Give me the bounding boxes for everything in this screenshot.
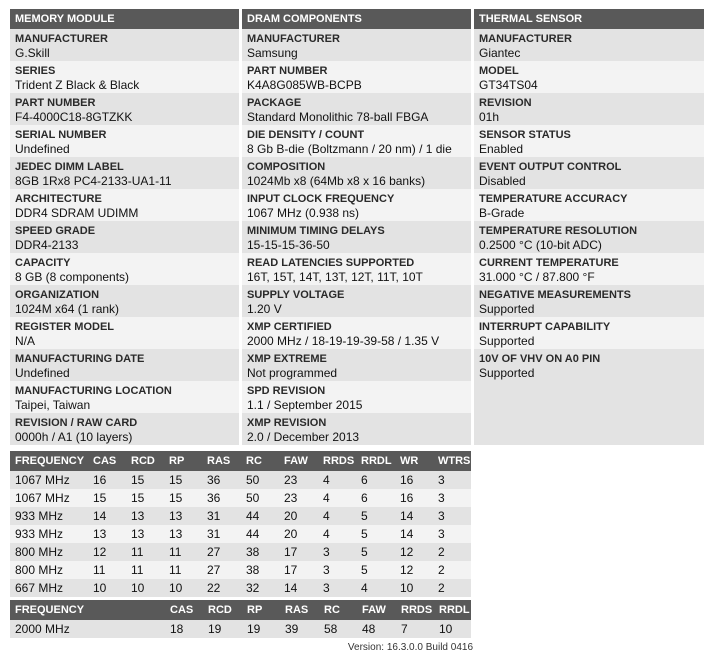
table-cell: 800 MHz xyxy=(10,561,88,579)
field-value: 1024Mb x8 (64Mb x8 x 16 banks) xyxy=(247,174,426,188)
table-cell: 15 xyxy=(164,471,202,489)
table-cell: 13 xyxy=(126,507,164,525)
column-header: WR xyxy=(395,451,433,471)
field-label: COMPOSITION xyxy=(247,161,326,173)
field-label: XMP REVISION xyxy=(247,417,327,429)
field-value: 8 Gb B-die (Boltzmann / 20 nm) / 1 die xyxy=(247,142,452,156)
column-header: RRDL xyxy=(434,600,471,620)
table-cell: 19 xyxy=(203,620,242,638)
table-cell: 3 xyxy=(433,507,471,525)
field-serial-number xyxy=(10,125,239,157)
table-cell: 14 xyxy=(88,507,126,525)
field-value: 1067 MHz (0.938 ns) xyxy=(247,206,360,220)
field-label: EVENT OUTPUT CONTROL xyxy=(479,161,622,173)
empty-cell xyxy=(474,413,704,445)
table-cell: 3 xyxy=(318,543,356,561)
field-label: INPUT CLOCK FREQUENCY xyxy=(247,193,395,205)
table-cell: 44 xyxy=(241,525,279,543)
table-cell: 16 xyxy=(88,471,126,489)
table-cell: 12 xyxy=(88,543,126,561)
field-manufacturer xyxy=(242,29,471,61)
field-value: Samsung xyxy=(247,46,298,60)
table-cell: 36 xyxy=(202,489,241,507)
table-cell: 36 xyxy=(202,471,241,489)
table-cell: 15 xyxy=(126,471,164,489)
table-cell: 4 xyxy=(356,579,395,597)
table-cell: 4 xyxy=(318,525,356,543)
table-cell: 13 xyxy=(126,525,164,543)
field-value: B-Grade xyxy=(479,206,525,220)
column-header: CAS xyxy=(88,451,126,471)
table-cell: 13 xyxy=(164,507,202,525)
field-revision-raw-card xyxy=(10,413,239,445)
field-value: Standard Monolithic 78-ball FBGA xyxy=(247,110,429,124)
column-header: RC xyxy=(319,600,357,620)
table-cell: 27 xyxy=(202,561,241,579)
field-sensor-status xyxy=(474,125,704,157)
field-supply-voltage xyxy=(242,285,471,317)
table-cell: 3 xyxy=(318,561,356,579)
thermal-sensor-header: THERMAL SENSOR xyxy=(474,9,704,29)
table-row xyxy=(10,579,471,597)
table-cell: 18 xyxy=(165,620,203,638)
table-cell: 2 xyxy=(433,561,471,579)
field-value: 1024M x64 (1 rank) xyxy=(15,302,120,316)
table-cell: 2 xyxy=(433,579,471,597)
field-value: 31.000 °C / 87.800 °F xyxy=(479,270,595,284)
field-value: 16T, 15T, 14T, 13T, 12T, 11T, 10T xyxy=(247,270,423,284)
field-label: DIE DENSITY / COUNT xyxy=(247,129,365,141)
field-part-number xyxy=(10,93,239,125)
field-label: READ LATENCIES SUPPORTED xyxy=(247,257,415,269)
field-value: 01h xyxy=(479,110,500,124)
field-label: JEDEC DIMM LABEL xyxy=(15,161,124,173)
table-cell: 31 xyxy=(202,525,241,543)
dram-components-panel xyxy=(242,9,471,445)
xmp-table-header xyxy=(10,600,471,620)
field-jedec-dimm-label xyxy=(10,157,239,189)
field-model xyxy=(474,61,704,93)
table-cell: 3 xyxy=(433,489,471,507)
table-cell: 44 xyxy=(241,507,279,525)
field-organization xyxy=(10,285,239,317)
table-cell: 50 xyxy=(241,489,279,507)
table-cell: 32 xyxy=(241,579,279,597)
table-cell: 10 xyxy=(126,579,164,597)
column-header: WTRS xyxy=(433,451,471,471)
field-value: 8 GB (8 components) xyxy=(15,270,130,284)
table-cell: 17 xyxy=(279,561,318,579)
column-header: RP xyxy=(242,600,280,620)
table-cell: 14 xyxy=(395,525,433,543)
table-row xyxy=(10,525,471,543)
table-cell: 20 xyxy=(279,507,318,525)
table-cell: 11 xyxy=(126,561,164,579)
table-cell: 19 xyxy=(242,620,280,638)
column-header: RRDS xyxy=(396,600,434,620)
field-temperature-resolution xyxy=(474,221,704,253)
table-cell: 5 xyxy=(356,507,395,525)
table-cell: 58 xyxy=(319,620,357,638)
table-cell: 933 MHz xyxy=(10,507,88,525)
version-label: Version: 16.3.0.0 Build 0416 xyxy=(347,642,473,653)
table-cell: 12 xyxy=(395,561,433,579)
table-cell: 17 xyxy=(279,543,318,561)
table-cell: 3 xyxy=(433,471,471,489)
field-value: 0000h / A1 (10 layers) xyxy=(15,430,133,444)
column-header: FREQUENCY xyxy=(10,600,165,620)
table-cell: 12 xyxy=(395,543,433,561)
field-package xyxy=(242,93,471,125)
table-cell: 15 xyxy=(164,489,202,507)
field-value: 2.0 / December 2013 xyxy=(247,430,360,444)
table-cell: 48 xyxy=(357,620,396,638)
field-manufacturing-location xyxy=(10,381,239,413)
field-value: F4-4000C18-8GTZKK xyxy=(15,110,133,124)
field-label: INTERRUPT CAPABILITY xyxy=(479,321,611,333)
table-row xyxy=(10,507,471,525)
field-label: SPD REVISION xyxy=(247,385,326,397)
field-speed-grade xyxy=(10,221,239,253)
table-cell: 800 MHz xyxy=(10,543,88,561)
field-value: DDR4 SDRAM UDIMM xyxy=(15,206,139,220)
field-read-latencies-supported xyxy=(242,253,471,285)
field-manufacturing-date xyxy=(10,349,239,381)
field-series xyxy=(10,61,239,93)
field-label: XMP CERTIFIED xyxy=(247,321,332,333)
table-cell: 15 xyxy=(88,489,126,507)
field-10v-of-vhv-on-a0-pin xyxy=(474,349,704,381)
xmp-table xyxy=(10,600,471,638)
table-cell: 14 xyxy=(395,507,433,525)
field-value: Undefined xyxy=(15,142,70,156)
column-header: RAS xyxy=(202,451,241,471)
column-header: FAW xyxy=(279,451,318,471)
table-cell: 1067 MHz xyxy=(10,471,88,489)
field-value: Not programmed xyxy=(247,366,338,380)
field-value: Taipei, Taiwan xyxy=(15,398,91,412)
field-current-temperature xyxy=(474,253,704,285)
field-label: TEMPERATURE ACCURACY xyxy=(479,193,628,205)
field-interrupt-capability xyxy=(474,317,704,349)
field-value: Disabled xyxy=(479,174,526,188)
table-cell: 11 xyxy=(164,561,202,579)
table-cell: 15 xyxy=(126,489,164,507)
table-cell: 31 xyxy=(202,507,241,525)
table-cell: 16 xyxy=(395,489,433,507)
column-header: RC xyxy=(241,451,279,471)
field-temperature-accuracy xyxy=(474,189,704,221)
empty-cell xyxy=(474,381,704,413)
column-header: FREQUENCY xyxy=(10,451,88,471)
field-label: SERIES xyxy=(15,65,56,77)
field-minimum-timing-delays xyxy=(242,221,471,253)
table-cell: 23 xyxy=(279,489,318,507)
table-cell: 38 xyxy=(241,561,279,579)
field-value: K4A8G085WB-BCPB xyxy=(247,78,362,92)
field-capacity xyxy=(10,253,239,285)
column-header: RRDL xyxy=(356,451,395,471)
field-part-number xyxy=(242,61,471,93)
column-header: RCD xyxy=(203,600,242,620)
field-value: Undefined xyxy=(15,366,70,380)
table-row xyxy=(10,620,471,638)
table-row xyxy=(10,489,471,507)
field-manufacturer xyxy=(474,29,704,61)
timing-table-header xyxy=(10,451,471,471)
table-cell: 933 MHz xyxy=(10,525,88,543)
field-value: DDR4-2133 xyxy=(15,238,79,252)
field-value: Supported xyxy=(479,366,535,380)
field-label: TEMPERATURE RESOLUTION xyxy=(479,225,638,237)
field-event-output-control xyxy=(474,157,704,189)
table-cell: 5 xyxy=(356,525,395,543)
table-cell: 10 xyxy=(395,579,433,597)
table-cell: 7 xyxy=(396,620,434,638)
field-die-density-count xyxy=(242,125,471,157)
table-cell: 3 xyxy=(318,579,356,597)
field-label: XMP EXTREME xyxy=(247,353,327,365)
column-header: RRDS xyxy=(318,451,356,471)
field-value: 2000 MHz / 18-19-19-39-58 / 1.35 V xyxy=(247,334,440,348)
table-cell: 13 xyxy=(88,525,126,543)
table-cell: 11 xyxy=(126,543,164,561)
field-label: PART NUMBER xyxy=(247,65,328,77)
field-label: NEGATIVE MEASUREMENTS xyxy=(479,289,631,301)
field-value: 1.1 / September 2015 xyxy=(247,398,363,412)
field-label: ORGANIZATION xyxy=(15,289,100,301)
field-input-clock-frequency xyxy=(242,189,471,221)
table-cell: 38 xyxy=(241,543,279,561)
field-label: ARCHITECTURE xyxy=(15,193,102,205)
field-label: SENSOR STATUS xyxy=(479,129,571,141)
field-composition xyxy=(242,157,471,189)
field-revision xyxy=(474,93,704,125)
table-cell: 1067 MHz xyxy=(10,489,88,507)
field-label: MANUFACTURER xyxy=(15,33,108,45)
table-cell: 11 xyxy=(164,543,202,561)
field-xmp-extreme xyxy=(242,349,471,381)
field-label: SUPPLY VOLTAGE xyxy=(247,289,345,301)
field-value: Enabled xyxy=(479,142,524,156)
field-label: SPEED GRADE xyxy=(15,225,96,237)
field-label: PACKAGE xyxy=(247,97,302,109)
table-cell: 50 xyxy=(241,471,279,489)
column-header: RP xyxy=(164,451,202,471)
field-label: MODEL xyxy=(479,65,519,77)
field-xmp-certified xyxy=(242,317,471,349)
table-cell: 6 xyxy=(356,471,395,489)
field-xmp-revision xyxy=(242,413,471,445)
table-cell: 2000 MHz xyxy=(10,620,165,638)
table-cell: 22 xyxy=(202,579,241,597)
table-row xyxy=(10,543,471,561)
table-cell: 13 xyxy=(164,525,202,543)
column-header: FAW xyxy=(357,600,396,620)
table-cell: 10 xyxy=(88,579,126,597)
field-value: GT34TS04 xyxy=(479,78,538,92)
field-label: 10V OF VHV ON A0 PIN xyxy=(479,353,601,365)
field-label: REVISION xyxy=(479,97,532,109)
field-label: SERIAL NUMBER xyxy=(15,129,107,141)
table-cell: 10 xyxy=(164,579,202,597)
table-cell: 2 xyxy=(433,543,471,561)
field-value: 0.2500 °C (10-bit ADC) xyxy=(479,238,602,252)
column-header: RCD xyxy=(126,451,164,471)
field-spd-revision xyxy=(242,381,471,413)
timing-table xyxy=(10,451,471,597)
field-value: 15-15-15-36-50 xyxy=(247,238,330,252)
field-label: CURRENT TEMPERATURE xyxy=(479,257,619,269)
table-row xyxy=(10,561,471,579)
field-label: MANUFACTURER xyxy=(479,33,572,45)
table-cell: 20 xyxy=(279,525,318,543)
table-row xyxy=(10,471,471,489)
table-cell: 27 xyxy=(202,543,241,561)
field-label: PART NUMBER xyxy=(15,97,96,109)
table-cell: 667 MHz xyxy=(10,579,88,597)
field-label: CAPACITY xyxy=(15,257,71,269)
table-cell: 5 xyxy=(356,561,395,579)
memory-module-panel xyxy=(10,9,239,445)
field-value: 8GB 1Rx8 PC4-2133-UA1-11 xyxy=(15,174,172,188)
field-negative-measurements xyxy=(474,285,704,317)
column-header: CAS xyxy=(165,600,203,620)
field-label: MANUFACTURING LOCATION xyxy=(15,385,172,397)
table-cell: 4 xyxy=(318,489,356,507)
table-cell: 16 xyxy=(395,471,433,489)
field-value: G.Skill xyxy=(15,46,50,60)
field-label: REGISTER MODEL xyxy=(15,321,115,333)
field-register-model xyxy=(10,317,239,349)
field-architecture xyxy=(10,189,239,221)
table-cell: 14 xyxy=(279,579,318,597)
field-value: Supported xyxy=(479,334,535,348)
thermal-sensor-panel xyxy=(474,9,704,445)
field-label: MANUFACTURING DATE xyxy=(15,353,145,365)
table-cell: 5 xyxy=(356,543,395,561)
field-value: 1.20 V xyxy=(247,302,282,316)
table-cell: 23 xyxy=(279,471,318,489)
field-manufacturer xyxy=(10,29,239,61)
field-label: REVISION / RAW CARD xyxy=(15,417,138,429)
table-cell: 6 xyxy=(356,489,395,507)
field-value: Giantec xyxy=(479,46,521,60)
field-label: MANUFACTURER xyxy=(247,33,340,45)
table-cell: 10 xyxy=(434,620,471,638)
table-cell: 4 xyxy=(318,507,356,525)
field-value: Supported xyxy=(479,302,535,316)
field-value: Trident Z Black & Black xyxy=(15,78,140,92)
field-label: MINIMUM TIMING DELAYS xyxy=(247,225,385,237)
dram-components-header: DRAM COMPONENTS xyxy=(242,9,471,29)
table-cell: 11 xyxy=(88,561,126,579)
table-cell: 3 xyxy=(433,525,471,543)
table-cell: 39 xyxy=(280,620,319,638)
memory-module-header: MEMORY MODULE xyxy=(10,9,239,29)
column-header: RAS xyxy=(280,600,319,620)
field-value: N/A xyxy=(15,334,36,348)
table-cell: 4 xyxy=(318,471,356,489)
